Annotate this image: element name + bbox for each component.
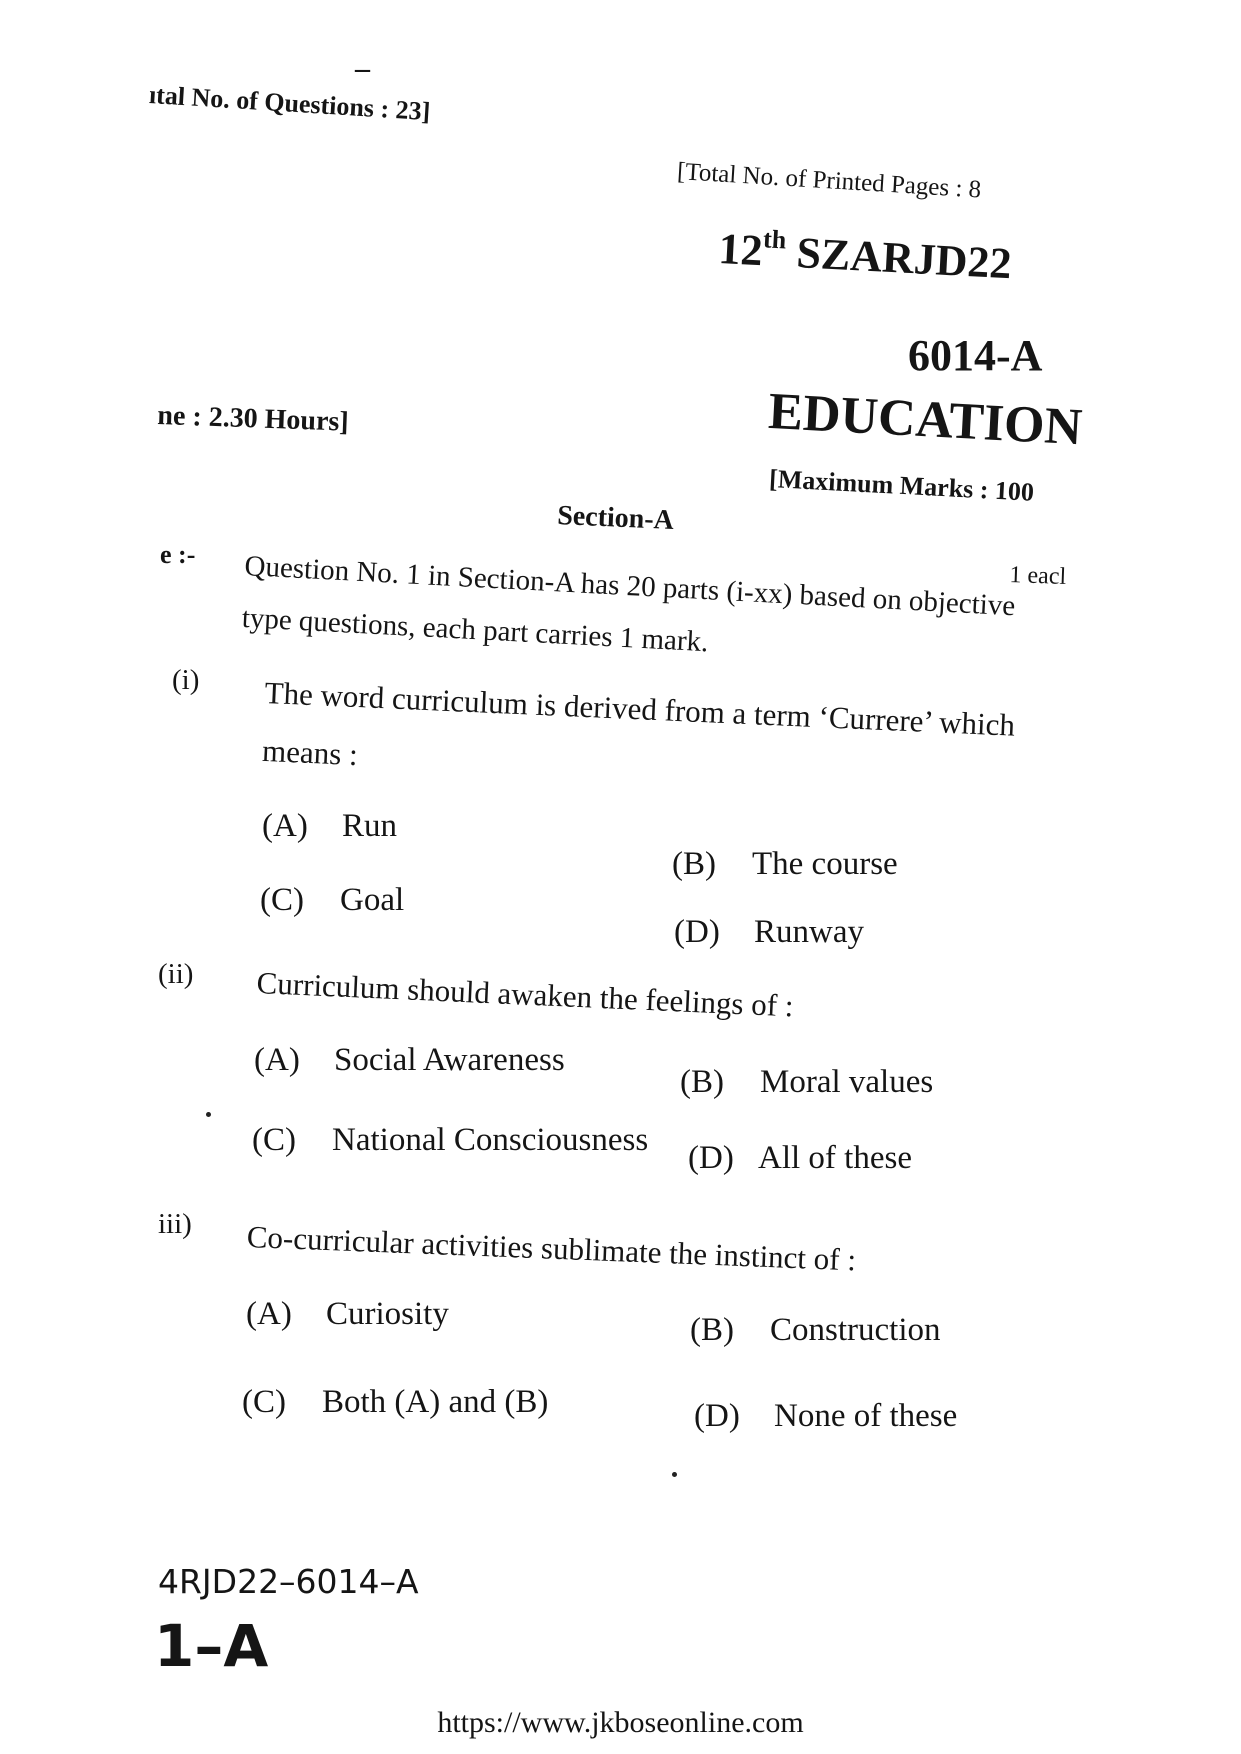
option-d: (D) All of these [688, 1140, 912, 1176]
question-text: The word curriculum is derived from a term ‘Currere’ which means : [261, 674, 1016, 773]
paper-code: SZARJD22 [795, 228, 1013, 289]
footer-big-code: 1–A [154, 1612, 269, 1680]
subject-title: EDUCATION [766, 382, 1084, 457]
source-url: https://www.jkboseonline.com [437, 1706, 804, 1739]
question-number: (i) [172, 664, 200, 696]
option-c: (C) National Consciousness [252, 1122, 649, 1158]
top-dash: – [355, 52, 370, 85]
class-number: 12 [717, 223, 764, 276]
option-d: (D) Runway [674, 914, 864, 950]
option-a: (A) Social Awareness [254, 1042, 565, 1078]
subject-code: 6014-A [908, 331, 1043, 380]
question-number: iii) [158, 1208, 192, 1240]
option-b: (B) Construction [690, 1312, 941, 1348]
section-title: Section-A [556, 500, 675, 537]
note-label: e :- [160, 540, 196, 569]
speck [206, 1112, 211, 1117]
option-d: (D) None of these [694, 1398, 958, 1434]
total-questions: ıtal No. of Questions : 23] [148, 80, 432, 127]
option-c: (C) Both (A) and (B) [242, 1384, 549, 1420]
maximum-marks: [Maximum Marks : 100 [768, 464, 1035, 507]
option-a: (A) Run [262, 808, 398, 844]
option-a: (A) Curiosity [246, 1296, 449, 1332]
option-c: (C) Goal [260, 882, 405, 918]
question-text: Curriculum should awaken the feelings of : [255, 964, 795, 1024]
question-text: Co-curricular activities sublimate the instinct of : [246, 1218, 857, 1278]
side-text: 1 eacl [1009, 562, 1067, 590]
section-instruction: Question No. 1 in Section-A has 20 parts (i-xx) based on objective type questions, each part carries 1 mark. [241, 549, 1016, 659]
time-allowed: ne : 2.30 Hours] [156, 400, 350, 438]
speck [672, 1472, 677, 1477]
option-b: (B) Moral values [680, 1064, 934, 1100]
total-printed-pages: [Total No. of Printed Pages : 8 [676, 158, 982, 204]
class-paper-code [717, 222, 1013, 289]
question-number: (ii) [158, 958, 194, 990]
class-superscript: th [762, 224, 788, 255]
option-b: (B) The course [672, 846, 898, 882]
footer-paper-code: 4RJD22–6014–A [158, 1562, 419, 1601]
